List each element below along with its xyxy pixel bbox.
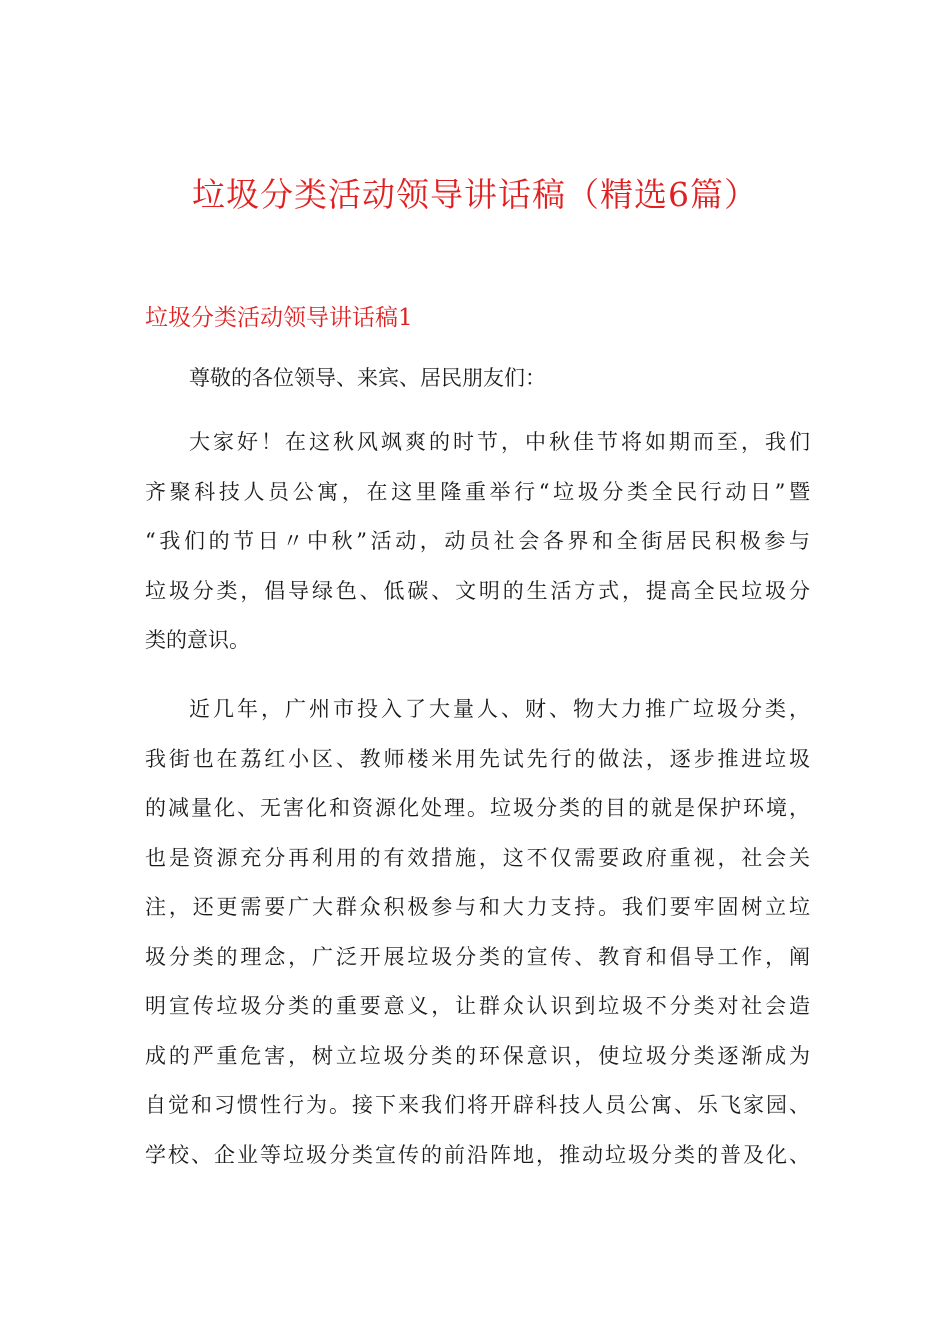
paragraph-line: 注，还更需要广大群众积极参与和大力支持。我们要牢固树立垃 — [145, 895, 810, 919]
paragraph-line: 齐聚科技人员公寓，在这里隆重举行“垃圾分类全民行动日”暨 — [145, 479, 810, 504]
paragraph-line: 也是资源充分再利用的有效措施，这不仅需要政府重视，社会关 — [145, 845, 810, 870]
paragraph-2 — [145, 685, 810, 1180]
paragraph-line: 学校、企业等垃圾分类宣传的前沿阵地，推动垃圾分类的普及化、 — [145, 1142, 810, 1167]
paragraph-line: 近几年，广州市投入了大量人、财、物大力推广垃圾分类， — [189, 697, 810, 721]
salutation-line: 尊敬的各位领导、来宾、居民朋友们： — [189, 366, 546, 390]
paragraph-line: “我们的节日〃中秋”活动，动员社会各界和全街居民积极参与 — [145, 529, 810, 553]
document-title: 垃圾分类活动领导讲话稿（精选6篇） — [192, 175, 758, 214]
paragraph-line: 成的严重危害，树立垃圾分类的环保意识，使垃圾分类逐渐成为 — [145, 1043, 810, 1068]
paragraph-line: 明宣传垃圾分类的重要意义，让群众认识到垃圾不分类对社会造 — [145, 994, 810, 1018]
paragraph-line: 的减量化、无害化和资源化处理。垃圾分类的目的就是保护环境， — [145, 796, 810, 820]
paragraph-line: 圾分类的理念，广泛开展垃圾分类的宣传、教育和倡导工作，阐 — [145, 944, 810, 969]
paragraph-line: 类的意识。 — [145, 628, 250, 652]
paragraph-line: 垃圾分类，倡导绿色、低碳、文明的生活方式，提高全民垃圾分 — [145, 578, 810, 603]
paragraph-line: 我街也在荔红小区、教师楼米用先试先行的做法，逐步推进垃圾 — [145, 746, 810, 771]
paragraph-line: 自觉和习惯性行为。接下来我们将开辟科技人员公寓、乐飞家园、 — [145, 1093, 810, 1117]
paragraph-line: 大家好！在这秋风飒爽的时节，中秋佳节将如期而至，我们 — [189, 430, 810, 454]
salutation — [145, 354, 810, 404]
paragraph-1 — [145, 418, 810, 666]
section-heading: 垃圾分类活动领导讲话稿1 — [145, 305, 413, 331]
